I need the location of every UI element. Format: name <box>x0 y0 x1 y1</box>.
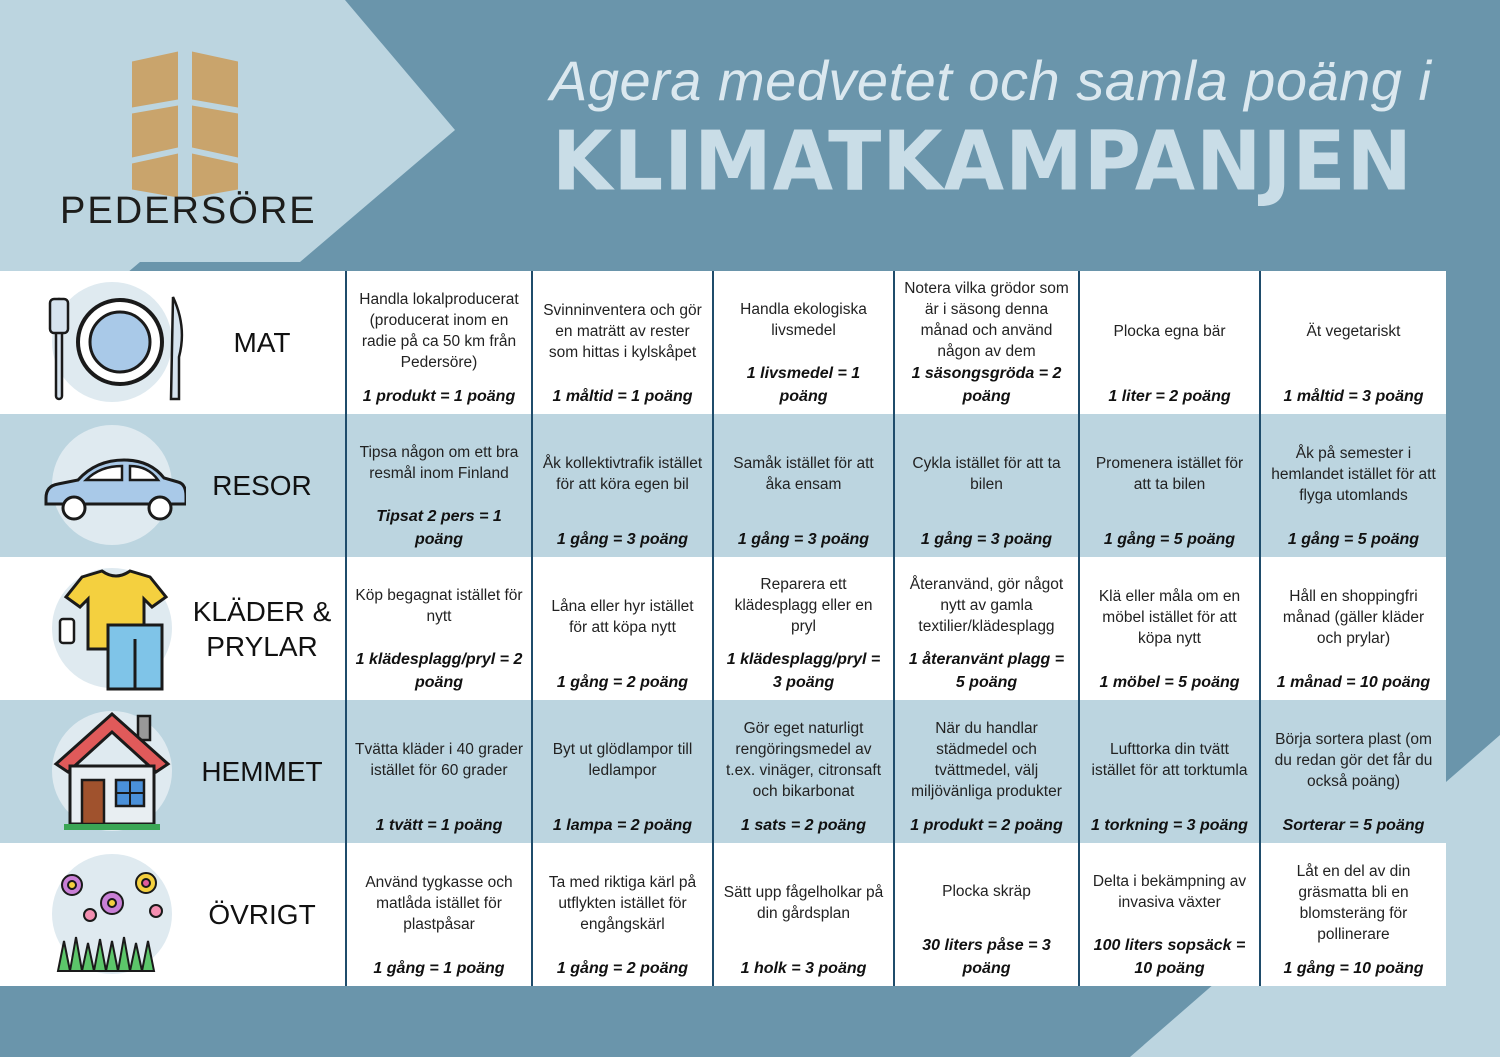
activity-description: Plocka skräp <box>942 883 1031 900</box>
activity-cell <box>345 843 531 986</box>
activity-cell <box>345 271 531 414</box>
activity-points: 1 produkt = 1 poäng <box>362 388 516 405</box>
activity-description: Håll en shoppingfri månad (gäller kläder och prylar) <box>1282 587 1425 647</box>
activity-description: Svinninventera och gör en maträtt av rester som hittas i kylskåpet <box>543 301 702 361</box>
activity-points: 30 liters påse = 3 poäng <box>922 937 1051 977</box>
heading-title: KLIMATKAMPANJEN <box>552 115 1413 210</box>
row-0 <box>0 271 1446 414</box>
activity-description: Återanvänd, gör något nytt av gamla textilier/klädesplagg <box>909 576 1064 635</box>
row-3 <box>0 700 1446 843</box>
activity-description: Tipsa någon om ett bra resmål inom Finland <box>359 443 519 482</box>
activity-description: Klä eller måla om en möbel istället för att köpa nytt <box>1098 587 1241 647</box>
activity-points: 1 månad = 10 poäng <box>1276 674 1431 691</box>
activity-points: 1 återanvänt plagg = 5 poäng <box>908 651 1065 691</box>
activity-description: Delta i bekämpning av invasiva växter <box>1092 872 1247 911</box>
activity-description: Gör eget naturligt rengöringsmedel av t.ex. vinäger, citronsaft och bikarbonat <box>725 720 882 800</box>
activity-cell <box>712 700 893 843</box>
activity-cell <box>893 414 1078 557</box>
activity-cell <box>893 271 1078 414</box>
activity-cell <box>712 271 893 414</box>
category-label-area <box>0 271 345 414</box>
activity-cell <box>345 414 531 557</box>
activity-description: Byt ut glödlampor till ledlampor <box>552 741 693 779</box>
activity-cell <box>531 843 712 986</box>
activity-points: 1 liter = 2 poäng <box>1108 388 1231 405</box>
heading-subtitle: Agera medvetet och samla poäng i <box>550 49 1432 112</box>
category-label-area <box>0 414 345 557</box>
activity-cell <box>1078 843 1259 986</box>
activity-description: Tvätta kläder i 40 grader istället för 60 grader <box>355 741 524 779</box>
activity-description: Notera vilka grödor som är i säsong denna månad och använd någon av dem <box>904 279 1069 360</box>
activity-cell <box>712 414 893 557</box>
house-icon <box>38 706 186 836</box>
activity-cell <box>345 557 531 700</box>
activity-description: Börja sortera plast (om du redan gör det får du också poäng) <box>1274 730 1433 790</box>
activity-description: Ta med riktiga kärl på utflykten istället för engångskärl <box>548 873 697 933</box>
category-name: ÖVRIGT <box>208 899 316 930</box>
activity-points: 1 gång = 2 poäng <box>556 960 689 977</box>
activity-cell <box>531 271 712 414</box>
activity-cell <box>893 700 1078 843</box>
row-2 <box>0 557 1446 700</box>
activity-cell <box>1259 414 1446 557</box>
activity-points: 1 holk = 3 poäng <box>740 960 867 977</box>
activity-cell <box>1259 557 1446 700</box>
activity-points: 1 möbel = 5 poäng <box>1099 674 1240 691</box>
category-name: HEMMET <box>201 756 323 787</box>
activity-points: 1 livsmedel = 1 poäng <box>746 365 861 405</box>
activity-points: 1 säsongsgröda = 2 poäng <box>911 365 1062 405</box>
category-name: RESOR <box>212 470 312 501</box>
category-name: MAT <box>233 327 291 358</box>
activity-points: 100 liters sopsäck = 10 poäng <box>1093 937 1246 977</box>
category-label-area <box>0 843 345 986</box>
activity-description: Cykla istället för att ta bilen <box>912 455 1061 493</box>
clothes-icon <box>38 563 186 693</box>
activity-description: Köp begagnat istället för nytt <box>355 586 523 625</box>
activity-cell <box>1259 843 1446 986</box>
activity-description: Reparera ett klädesplagg eller en pryl <box>734 576 873 635</box>
activity-points: 1 måltid = 3 poäng <box>1283 388 1424 405</box>
activity-cell <box>893 843 1078 986</box>
activity-points: 1 torkning = 3 poäng <box>1091 817 1248 834</box>
activity-cell <box>531 414 712 557</box>
activity-points: 1 gång = 2 poäng <box>556 674 689 691</box>
row-1 <box>0 414 1446 557</box>
activity-description: Använd tygkasse och matlåda istället för plastpåsar <box>365 873 513 933</box>
activity-points: 1 tvätt = 1 poäng <box>375 817 503 834</box>
activity-points: 1 gång = 1 poäng <box>373 960 505 977</box>
activity-cell <box>531 700 712 843</box>
row-4 <box>0 843 1446 986</box>
activity-description: Samåk istället för att åka ensam <box>733 455 874 493</box>
activity-description: Handla lokalproducerat (producerat inom en radie på ca 50 km från Pedersöre) <box>359 291 519 371</box>
activity-description: Åk på semester i hemlandet istället för att flyga utomlands <box>1271 444 1436 504</box>
category-label-area <box>0 700 345 843</box>
activity-points: 1 klädesplagg/pryl = 2 poäng <box>355 651 523 691</box>
brand-name: PEDERSÖRE <box>60 190 317 232</box>
activity-cell <box>1078 271 1259 414</box>
activity-points: 1 gång = 3 poäng <box>737 531 870 548</box>
plate-cutlery-icon <box>38 277 186 407</box>
category-label-area <box>0 557 345 700</box>
activity-points: 1 måltid = 1 poäng <box>552 388 693 405</box>
activity-description: Låna eller hyr istället för att köpa nytt <box>551 598 694 636</box>
activity-cell <box>1078 700 1259 843</box>
activity-cell <box>531 557 712 700</box>
activity-cell <box>1259 700 1446 843</box>
flowers-icon <box>38 849 186 979</box>
activity-points: 1 lampa = 2 poäng <box>552 817 693 834</box>
activity-cell <box>893 557 1078 700</box>
activity-cell <box>712 557 893 700</box>
activity-points: 1 produkt = 2 poäng <box>910 817 1063 834</box>
activity-points: 1 gång = 3 poäng <box>920 531 1053 548</box>
activity-points: Tipsat 2 pers = 1 poäng <box>376 508 502 548</box>
activity-description: Sätt upp fågelholkar på din gårdsplan <box>723 884 884 922</box>
activity-points: 1 gång = 5 poäng <box>1287 531 1420 548</box>
activity-description: När du handlar städmedel och tvättmedel, välj miljövänliga produkter <box>911 720 1062 800</box>
activity-description: Handla ekologiska livsmedel <box>740 300 867 339</box>
activity-cell <box>345 700 531 843</box>
activity-cell <box>1078 557 1259 700</box>
activity-description: Låt en del av din gräsmatta bli en blomsteräng för pollinerare <box>1296 863 1411 943</box>
activity-points: 1 gång = 5 poäng <box>1103 531 1236 548</box>
car-icon <box>38 420 186 550</box>
activity-points: 1 gång = 10 poäng <box>1283 960 1424 977</box>
activity-cell <box>712 843 893 986</box>
activity-description: Lufttorka din tvätt istället för att torktumla <box>1091 741 1248 779</box>
activity-cell <box>1078 414 1259 557</box>
activity-description: Plocka egna bär <box>1113 322 1226 340</box>
activity-points: 1 klädesplagg/pryl = 3 poäng <box>726 651 881 691</box>
category-name: KLÄDER & PRYLAR <box>192 595 332 662</box>
activity-points: 1 gång = 3 poäng <box>556 531 689 548</box>
activity-points: Sorterar = 5 poäng <box>1282 817 1425 834</box>
activity-description: Promenera istället för att ta bilen <box>1095 455 1244 493</box>
activity-points: 1 sats = 2 poäng <box>741 817 866 834</box>
activity-cell <box>1259 271 1446 414</box>
activity-description: Åk kollektivtrafik istället för att köra egen bil <box>542 455 703 493</box>
activity-description: Ät vegetariskt <box>1306 322 1401 340</box>
